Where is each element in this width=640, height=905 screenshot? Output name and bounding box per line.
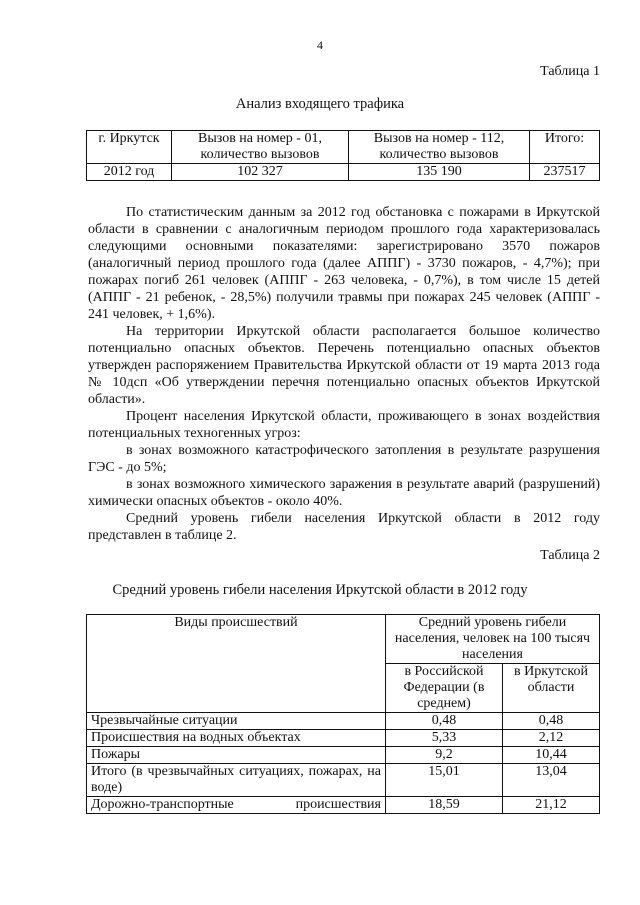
table-cell: 2012 год	[87, 164, 172, 181]
table-cell: 237517	[530, 164, 600, 181]
table-header-cell: Вызов на номер - 112, количество вызовов	[349, 131, 530, 164]
body-text	[88, 204, 600, 544]
table2-label: Таблица 2	[540, 548, 600, 563]
table-row	[87, 713, 600, 730]
paragraph: Средний уровень гибели населения Иркутской области в 2012 году представлен в таблице 2.	[88, 511, 600, 543]
page-number: 4	[317, 38, 323, 52]
table-row	[87, 164, 600, 181]
table-row	[87, 615, 600, 664]
table-cell: 0,48	[503, 713, 600, 730]
table-cell: 10,44	[503, 747, 600, 764]
table-header-cell: в Российской Федерации (в среднем)	[386, 664, 503, 713]
paragraph: в зонах возможного химического заражения в результате аварий (разрушений) химически опасных объектов - около 40%.	[88, 477, 600, 509]
table-cell: Дорожно-транспортные происшествия	[87, 797, 386, 814]
table-row	[87, 797, 600, 814]
table-header-cell: в Иркутской области	[503, 664, 600, 713]
table-cell: Пожары	[87, 747, 386, 764]
table-cell: 135 190	[349, 164, 530, 181]
table-header-cell: Вызов на номер - 01, количество вызовов	[172, 131, 349, 164]
paragraph: На территории Иркутской области располагается большое количество потенциально опасных объектов. Перечень потенциально опасных объектов утвержден распоряжением Правительства Иркутской области от 19 марта 2013 года № 10дсп «Об утверждении перечня потенциально опасных объектов Иркутской области».	[88, 324, 600, 407]
table-cell: 9,2	[386, 747, 503, 764]
paragraph: Процент населения Иркутской области, проживающего в зонах воздействия потенциальных техногенных угроз:	[88, 409, 600, 441]
table-header-cell: Итого:	[530, 131, 600, 164]
table-cell: 2,12	[503, 730, 600, 747]
table1-title: Анализ входящего трафика	[235, 96, 405, 112]
table-header-cell: Виды происшествий	[87, 615, 386, 713]
table-row	[87, 764, 600, 797]
table-cell: Чрезвычайные ситуации	[87, 713, 386, 730]
table-cell: 15,01	[386, 764, 503, 797]
table-cell: 13,04	[503, 764, 600, 797]
table-header-cell: Средний уровень гибели населения, человек на 100 тысяч населения	[386, 615, 600, 664]
paragraph: По статистическим данным за 2012 год обстановка с пожарами в Иркутской области в сравнении с аналогичным периодом прошлого года характеризовалась следующими основными показателями: зарегистрировано 3570 пожаров (аналогичный период прошлого года (далее АППГ) - 3730 пожаров, - 4,7%); при пожарах погиб 261 человек (АППГ - 263 человека, - 0,7%), в том числе 15 детей (АППГ - 21 ребенок, - 28,5%) получили травмы при пожарах 245 человек (АППГ - 241 человек, + 1,6%).	[88, 205, 600, 322]
table-cell: 18,59	[386, 797, 503, 814]
table-row	[87, 747, 600, 764]
table-cell: Итого (в чрезвычайных ситуациях, пожарах, на воде)	[87, 764, 386, 797]
table2	[86, 614, 600, 814]
table-cell: 5,33	[386, 730, 503, 747]
table2-title: Средний уровень гибели населения Иркутской области в 2012 году	[112, 582, 528, 598]
table-cell: Происшествия на водных объектах	[87, 730, 386, 747]
table-cell: 0,48	[386, 713, 503, 730]
table-cell: 102 327	[172, 164, 349, 181]
table1	[86, 130, 600, 181]
paragraph: в зонах возможного катастрофического затопления в результате разрушения ГЭС - до 5%;	[88, 443, 600, 475]
table-cell: 21,12	[503, 797, 600, 814]
table-header-cell: г. Иркутск	[87, 131, 172, 164]
table1-label: Таблица 1	[540, 64, 600, 79]
table-row	[87, 131, 600, 164]
table-row	[87, 730, 600, 747]
